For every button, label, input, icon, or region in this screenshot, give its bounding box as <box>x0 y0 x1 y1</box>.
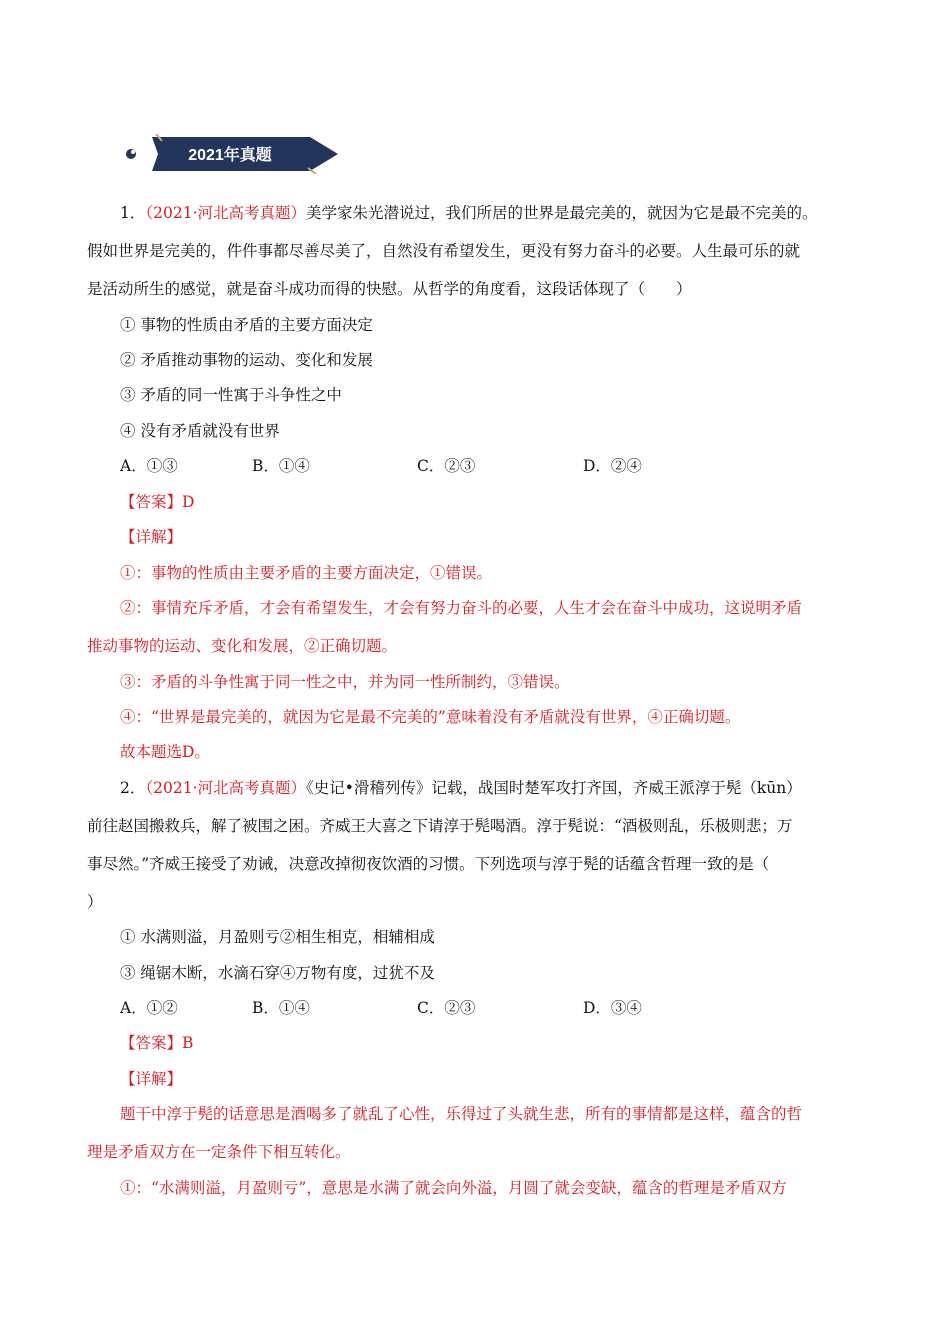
q1-number: 1． <box>120 204 146 222</box>
q1-explain-4: ③：矛盾的斗争性寓于同一性之中，并为同一性所制约，③错误。 <box>120 673 570 691</box>
q2-stem-line3: 事尽然。”齐威王接受了劝诫，决意改掉彻夜饮酒的习惯。下列选项与淳于髡的话蕴含哲理一致的是（ <box>87 855 770 873</box>
q2-item-2: ③ 绳锯木断，水滴石穿④万物有度，过犹不及 <box>120 964 435 982</box>
q2-answer: 【答案】B <box>120 1034 194 1052</box>
q1-option-a: A．①③ <box>120 457 178 475</box>
q1-stem-line3: 是活动所生的感觉，就是奋斗成功而得的快慰。从哲学的角度看，这段话体现了（ ） <box>87 280 692 298</box>
q2-stem-text: 《史记•滑稽列传》记载，战国时楚军攻打齐国，齐威王派淳于髡（kūn） <box>306 779 802 797</box>
q2-explain-1: 题干中淳于髡的话意思是酒喝多了就乱了心性，乐得过了头就生悲，所有的事情都是这样，蕴含的哲 <box>120 1105 803 1123</box>
banner-title: 2021年真题 <box>188 147 272 164</box>
q2-option-a: A．①② <box>120 999 178 1017</box>
q1-item-1: ① 事物的性质由矛盾的主要方面决定 <box>120 316 373 334</box>
q2-explain-2: 理是矛盾双方在一定条件下相互转化。 <box>87 1143 351 1161</box>
q1-item-4: ④ 没有矛盾就没有世界 <box>120 422 280 440</box>
q1-source: （2021·河北高考真题） <box>145 204 306 222</box>
q1-item-2: ② 矛盾推动事物的运动、变化和发展 <box>120 351 373 369</box>
q2-item-1: ① 水满则溢，月盈则亏②相生相克，相辅相成 <box>120 928 435 946</box>
q1-answer: 【答案】D <box>120 493 195 511</box>
q2-explain-3: ①：“水满则溢，月盈则亏”，意思是水满了就会向外溢，月圆了就会变缺，蕴含的哲理是矛盾双方 <box>120 1179 787 1197</box>
q2-stem-line4: ） <box>87 893 103 911</box>
q1-detail-label: 【详解】 <box>120 528 183 546</box>
banner-dot-icon <box>126 149 136 159</box>
q1-stem-line1 <box>120 203 818 223</box>
q2-option-b: B．①④ <box>252 999 310 1017</box>
q1-item-3: ③ 矛盾的同一性寓于斗争性之中 <box>120 386 342 404</box>
q1-explain-5: ④：“世界是最完美的，就因为它是最不完美的”意味着没有矛盾就没有世界，④正确切题。 <box>120 708 741 726</box>
section-banner <box>120 134 350 174</box>
q2-number: 2． <box>120 779 146 797</box>
q1-explain-3: 推动事物的运动、变化和发展，②正确切题。 <box>87 637 398 655</box>
q2-detail-label: 【详解】 <box>120 1070 183 1088</box>
q2-stem-line1 <box>120 778 802 798</box>
q1-conclusion: 故本题选D。 <box>120 743 210 761</box>
q2-option-d: D．③④ <box>583 999 642 1017</box>
q2-stem-line2: 前往赵国搬救兵，解了被围之困。齐威王大喜之下请淳于髡喝酒。淳于髡说：“酒极则乱，乐极则悲；万 <box>87 817 793 835</box>
q1-stem-line2: 假如世界是完美的，件件事都尽善尽美了，自然没有希望发生，更没有努力奋斗的必要。人生最可乐的就 <box>87 242 801 260</box>
q1-option-c: C．②③ <box>417 457 476 475</box>
q1-explain-2: ②：事情充斥矛盾，才会有希望发生，才会有努力奋斗的必要，人生才会在奋斗中成功，这说明矛盾 <box>120 599 803 617</box>
q1-explain-1: ①：事物的性质由主要矛盾的主要方面决定，①错误。 <box>120 564 493 582</box>
q2-option-c: C．②③ <box>417 999 476 1017</box>
banner-graphic <box>120 134 350 174</box>
q1-option-d: D．②④ <box>583 457 642 475</box>
q2-source: （2021·河北高考真题） <box>145 779 306 797</box>
q1-option-b: B．①④ <box>252 457 310 475</box>
q1-stem-text: 美学家朱光潜说过，我们所居的世界是最完美的，就因为它是最不完美的。 <box>306 204 818 222</box>
